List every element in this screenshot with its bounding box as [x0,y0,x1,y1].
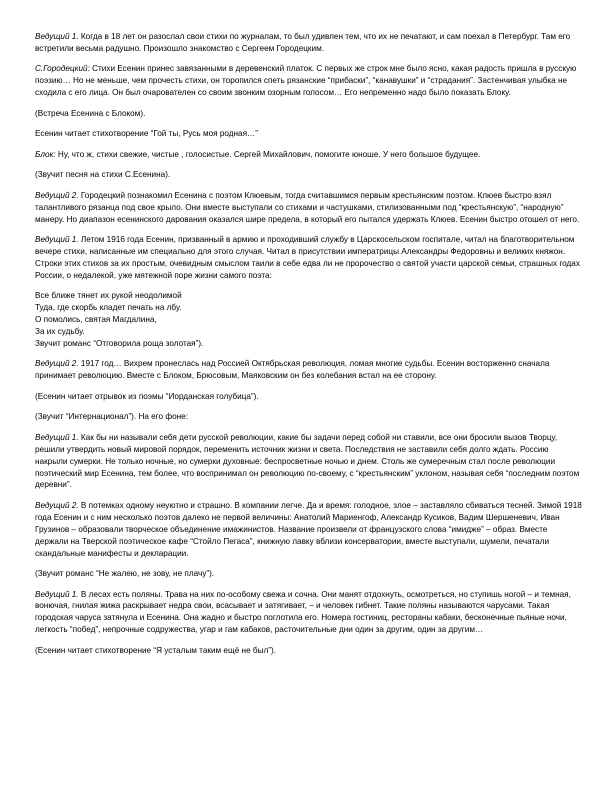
paragraph-1 [35,31,582,55]
speaker-label: Ведущий 2. [35,359,79,369]
speaker-label: С.Городецкий: [35,64,90,74]
paragraph-12 [35,432,582,492]
speaker-label: Ведущий 2. [35,190,79,200]
paragraph-text: Как бы ни называли себя дети русской революции, какие бы задачи перед собой ни ставили, все они бросили вызов Творцу, решили утвердить новый мировой порядок, переменить источник жизни и света. Последствия не заставили себя долго ждать. Россию накрыли сумерки. Не только ночные, но сумерки духовные: беспросветные ночью и днем. Столь же сумеречным стал после революции поэтический мир Есенина, тем более, что воспринимал он революцию по-своему, с “крестьянским” уклоном, называя себя “последним поэтом деревни”. [35,432,580,490]
speaker-label: Блок: [35,149,56,159]
poem-line: Все ближе тянет их рукой неодолимой [35,291,182,301]
paragraph-11 [35,411,582,423]
paragraph-3 [35,108,582,120]
paragraph-8 [35,234,582,282]
paragraph-text: (Звучит романс “Не жалею, не зову, не плачу”). [35,569,215,579]
poem-line: За их судьбу. [35,326,85,336]
paragraph-text: (Звучит “Интернационал”). На его фоне: [35,412,189,422]
paragraph-text: Городецкий познакомил Есенина с поэтом Клюевым, тогда считавшимся первым крестьянским поэтом. Клюев быстро взял талантливого рязанца под свое крыло. Они вместе выступали со стихами и частушками, стилизованными под “крестьянскую”, “народную” манеру. Но диапазон есенинского дарования оказался шире предела, в который его пытался удержать Клюев. Есенин быстро отошел от него. [35,190,580,224]
speaker-label: Ведущий 1. [35,32,79,41]
paragraph-4 [35,128,582,140]
paragraph-16 [35,645,582,657]
paragraph-7 [35,190,582,226]
paragraph-text: (Встреча Есенина с Блоком). [35,108,146,118]
poem-line: О помолись, святая Магдалина, [35,315,157,325]
paragraph-text: (Есенин читает стихотворение “Я усталым таким ещё не был”). [35,645,276,655]
paragraph-13 [35,500,582,560]
speaker-label: Ведущий 1. [35,235,79,245]
paragraph-text: (Звучит песня на стихи С.Есенина). [35,170,171,180]
speaker-label: Ведущий 1. [35,432,79,442]
paragraph-text: В лесах есть поляны. Трава на них по-особому свежа и сочна. Они манят отдохнуть, осмотреться, но ступишь ногой – и темная, вонючая, гнилая жижа раскрывает недра свои, всасывает и затягивает, – и человек гибнет. Такие поляны называются чарусами. Такая городская чаруса затянула и Есенина. Она жадно и быстро поглотила его. Номера гостиниц, рестораны кабаки, бесконечные пьяные ночи, легкость “побед”, непрочные содружества, угар и гам кабаков, расточительные дни один за другим, один за другим… [35,589,571,635]
paragraph-5 [35,149,582,161]
speaker-label: Ведущий 1. [35,589,79,599]
paragraph-text: (Есенин читает отрывок из поэмы “Иорданская голубица”). [35,391,259,401]
paragraph-text: Ну, что ж, стихи свежие, чистые , голосистые. Сергей Михайлович, помогите юноше. У него большое будущее. [55,149,481,159]
poem-line: Звучит романс “Отговорила роща золотая”). [35,338,204,348]
paragraph-6 [35,169,582,181]
speaker-label: Ведущий 2. [35,500,79,510]
paragraph-9 [35,358,582,382]
paragraph-text: 1917 год… Вихрем пронеслась над Россией Октябрьская революция, ломая многие судьбы. Есенин восторженно сначала принимает революцию. Вместе с Блоком, Брюсовым, Маяковским он без колебания встал на ее сторону. [35,359,550,381]
paragraph-text: Есенин читает стихотворение “Гой ты, Русь моя родная…” [35,129,258,139]
poem-block [35,290,582,350]
paragraph-10 [35,391,582,403]
paragraph-text: Стихи Есенин принес завязанными в деревенский платок. С первых же строк мне было ясно, какая радость пришла в русскую поэзию… Но не меньше, чем прочесть стихи, он торопился спеть рязанские “прибаски”, “канавушки” и “страдания”. Застенчивая улыбка не сходила с его лица. Он был очарователен со своим звонким озорным голосом… Его непременно надо было показать Блоку. [35,64,577,98]
paragraph-text: Летом 1916 года Есенин, призванный в армию и проходивший службу в Царскосельском госпитале, читал на благотворительном вечере стихи, написанные им специально для этого случая. Читал в присутствии императрицы Александры Федоровны и великих княжон. Строки этих стихов за их простым, очевидным смыслом таили в себе едва ли не пророчество о святой участи царской семьи, страшных годах России, о недалекой, уже мятежной поре жизни самого поэта: [35,235,580,280]
paragraph-14 [35,568,582,580]
paragraph-2 [35,63,582,99]
paragraph-text: Когда в 18 лет он разослал свои стихи по журналам, то был удивлен тем, что их не печатают, и сам поехал в Петербург. Там его встретили весьма радушно. Произошло знакомство с Сергеем Городецким. [35,32,571,53]
paragraph-text: В потемках одному неуютно и страшно. В компании легче. Да и время: голодное, злое – заставляло сбиваться тесней. Зимой 1918 года Есенин и с ним несколько поэтов далеко не первой величины: Анатолий Мариенгоф, Александр Кусиков, Вадим Шершеневич, Иван Грузинов – образовали творческое объединение имажинистов. Название произвели от французского слова “имидже” – образ. Вместе держали на Тверской поэтическое кафе “Стойло Пегаса”, книжную лавку вблизи консерватории, вместе выступали, шумели, печатали скандальные манифесты и декларации. [35,500,582,558]
paragraph-15 [35,589,582,637]
poem-line: Туда, где скорбь кладет печать на лбу. [35,303,182,313]
